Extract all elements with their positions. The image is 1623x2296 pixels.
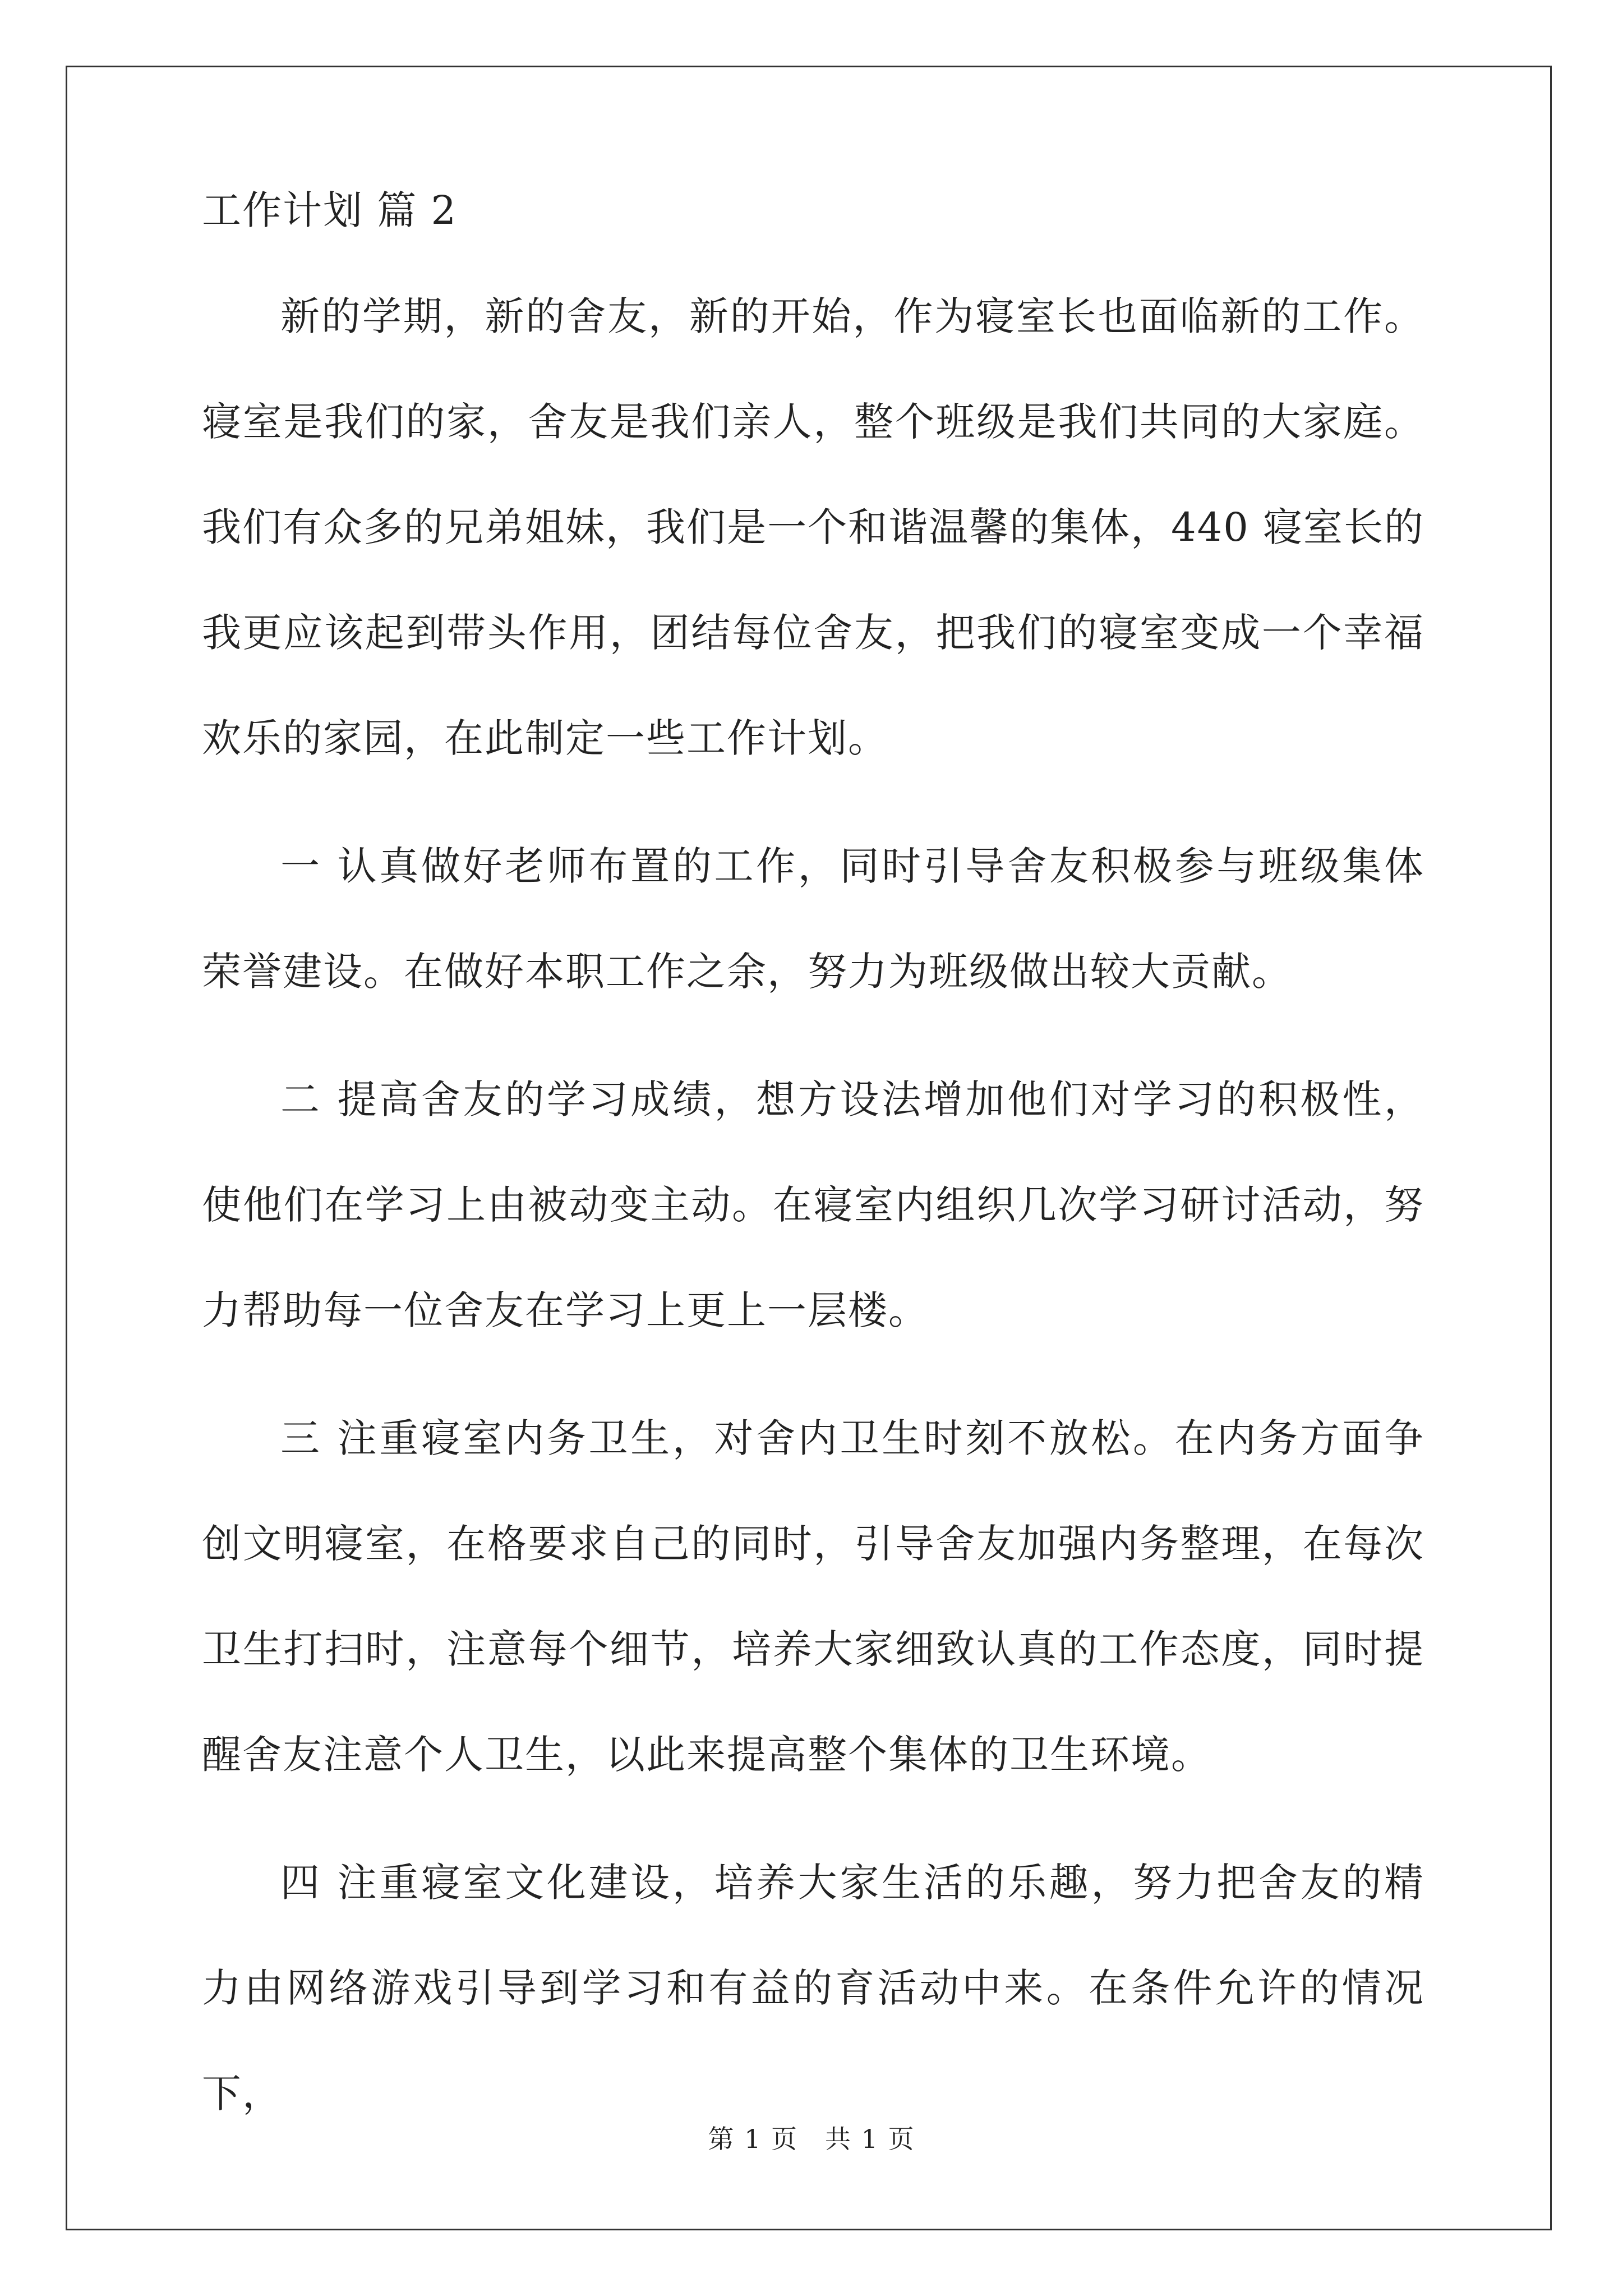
document-body — [202, 187, 1424, 2169]
document-heading: 工作计划 篇 2 — [202, 187, 458, 233]
paragraph-item-3: 三 注重寝室内务卫生，对舍内卫生时刻不放松。在内务方面争创文明寝室，在格要求自己的同时，引导舍友加强内务整理，在每次卫生打扫时，注意每个细节，培养大家细致认真的工作态度，同时提醒舍友注意个人卫生，以此来提高整个集体的卫生环境。 — [202, 1415, 1424, 1778]
paragraph-item-2: 二 提高舍友的学习成绩，想方设法增加他们对学习的积极性，使他们在学习上由被动变主动。在寝室内组织几次学习研讨活动，努力帮助每一位舍友在学习上更上一层楼。 — [202, 1076, 1424, 1333]
paragraph-item-1: 一 认真做好老师布置的工作，同时引导舍友积极参与班级集体荣誉建设。在做好本职工作之余，努力为班级做出较大贡献。 — [202, 843, 1424, 995]
paragraph-item-4: 四 注重寝室文化建设，培养大家生活的乐趣，努力把舍友的精力由网络游戏引导到学习和有益的育活动中来。在条件允许的情况下， — [202, 1860, 1424, 2116]
page-number-footer: 第 1 页 共 1 页 — [708, 2124, 915, 2154]
paragraph-intro: 新的学期，新的舍友，新的开始，作为寝室长也面临新的工作。寝室是我们的家，舍友是我们亲人，整个班级是我们共同的大家庭。我们有众多的兄弟姐妹，我们是一个和谐温馨的集体，440 寝室长的我更应该起到带头作用，团结每位舍友，把我们的寝室变成一个幸福欢乐的家园，在此制定一些工作计划。 — [202, 293, 1424, 761]
